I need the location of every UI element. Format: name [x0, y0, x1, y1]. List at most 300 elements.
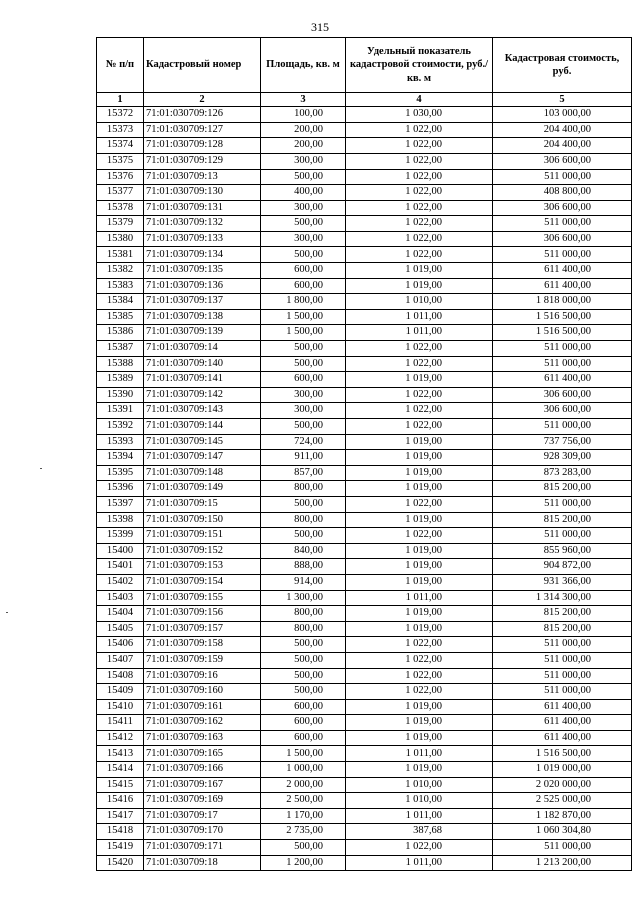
cell-row-number: 15415: [97, 777, 144, 793]
cell-cadastral-value: 611 400,00: [493, 263, 632, 279]
cell-area: 500,00: [261, 169, 346, 185]
cell-row-number: 15406: [97, 637, 144, 653]
cell-cadastral-value: 511 000,00: [493, 668, 632, 684]
table-row: [97, 746, 632, 762]
cell-specific-value: 1 019,00: [346, 559, 493, 575]
cell-specific-value: 1 011,00: [346, 325, 493, 341]
cell-cadastral-value: 511 000,00: [493, 684, 632, 700]
cell-specific-value: 1 022,00: [346, 496, 493, 512]
cell-cadastral-number: 71:01:030709:159: [144, 652, 261, 668]
cell-cadastral-number: 71:01:030709:156: [144, 606, 261, 622]
cell-row-number: 15392: [97, 419, 144, 435]
cell-specific-value: 1 022,00: [346, 684, 493, 700]
cell-area: 500,00: [261, 528, 346, 544]
cell-cadastral-number: 71:01:030709:130: [144, 185, 261, 201]
cell-area: 800,00: [261, 481, 346, 497]
cell-area: 400,00: [261, 185, 346, 201]
cell-cadastral-number: 71:01:030709:13: [144, 169, 261, 185]
cell-area: 1 170,00: [261, 808, 346, 824]
table-row: [97, 122, 632, 138]
cell-area: 1 500,00: [261, 325, 346, 341]
cell-cadastral-value: 1 516 500,00: [493, 746, 632, 762]
table-row: [97, 730, 632, 746]
cell-cadastral-value: 511 000,00: [493, 247, 632, 263]
cell-area: 857,00: [261, 465, 346, 481]
cell-cadastral-number: 71:01:030709:132: [144, 216, 261, 232]
cell-cadastral-number: 71:01:030709:143: [144, 403, 261, 419]
cell-cadastral-value: 611 400,00: [493, 278, 632, 294]
cell-row-number: 15390: [97, 387, 144, 403]
cell-row-number: 15378: [97, 200, 144, 216]
cell-cadastral-number: 71:01:030709:139: [144, 325, 261, 341]
cell-area: 800,00: [261, 621, 346, 637]
cell-row-number: 15373: [97, 122, 144, 138]
cell-row-number: 15399: [97, 528, 144, 544]
cell-specific-value: 387,68: [346, 824, 493, 840]
cell-area: 300,00: [261, 200, 346, 216]
cell-row-number: 15403: [97, 590, 144, 606]
cell-cadastral-value: 306 600,00: [493, 403, 632, 419]
cell-specific-value: 1 022,00: [346, 668, 493, 684]
cell-area: 500,00: [261, 496, 346, 512]
cell-cadastral-number: 71:01:030709:165: [144, 746, 261, 762]
cell-specific-value: 1 022,00: [346, 231, 493, 247]
cell-area: 1 300,00: [261, 590, 346, 606]
cell-cadastral-value: 1 019 000,00: [493, 762, 632, 778]
cell-row-number: 15383: [97, 278, 144, 294]
header-cadastral-value: Кадастровая стоимость, руб.: [493, 38, 632, 93]
header-row-number: № п/п: [97, 38, 144, 93]
cell-specific-value: 1 022,00: [346, 652, 493, 668]
cell-specific-value: 1 022,00: [346, 216, 493, 232]
cell-specific-value: 1 011,00: [346, 590, 493, 606]
cell-cadastral-value: 511 000,00: [493, 419, 632, 435]
cell-cadastral-number: 71:01:030709:127: [144, 122, 261, 138]
cell-cadastral-value: 611 400,00: [493, 715, 632, 731]
cell-specific-value: 1 022,00: [346, 387, 493, 403]
cell-cadastral-number: 71:01:030709:166: [144, 762, 261, 778]
table-row: [97, 512, 632, 528]
header-area: Площадь, кв. м: [261, 38, 346, 93]
cell-specific-value: 1 019,00: [346, 512, 493, 528]
cell-area: 1 000,00: [261, 762, 346, 778]
cell-cadastral-value: 511 000,00: [493, 169, 632, 185]
scan-speck: [40, 468, 42, 469]
cell-cadastral-value: 1 182 870,00: [493, 808, 632, 824]
table-row: [97, 278, 632, 294]
cell-row-number: 15388: [97, 356, 144, 372]
cell-specific-value: 1 022,00: [346, 341, 493, 357]
cell-cadastral-number: 71:01:030709:162: [144, 715, 261, 731]
cell-cadastral-value: 931 366,00: [493, 574, 632, 590]
cell-specific-value: 1 022,00: [346, 840, 493, 856]
cell-specific-value: 1 010,00: [346, 777, 493, 793]
cell-cadastral-value: 408 800,00: [493, 185, 632, 201]
cell-area: 500,00: [261, 247, 346, 263]
cell-cadastral-value: 306 600,00: [493, 200, 632, 216]
cell-cadastral-value: 204 400,00: [493, 138, 632, 154]
cell-cadastral-number: 71:01:030709:152: [144, 543, 261, 559]
table-row: [97, 356, 632, 372]
cell-cadastral-value: 1 818 000,00: [493, 294, 632, 310]
cell-row-number: 15372: [97, 107, 144, 123]
cell-cadastral-value: 511 000,00: [493, 216, 632, 232]
cell-cadastral-number: 71:01:030709:151: [144, 528, 261, 544]
table-row: [97, 450, 632, 466]
cell-specific-value: 1 019,00: [346, 465, 493, 481]
cell-cadastral-number: 71:01:030709:16: [144, 668, 261, 684]
cell-area: 600,00: [261, 263, 346, 279]
header-specific-value: Удельный показатель кадастровой стоимости, руб./кв. м: [346, 38, 493, 93]
table-row: [97, 403, 632, 419]
cell-cadastral-number: 71:01:030709:133: [144, 231, 261, 247]
table-row: [97, 652, 632, 668]
cell-cadastral-value: 928 309,00: [493, 450, 632, 466]
table-row: [97, 621, 632, 637]
page-number: 315: [311, 20, 329, 34]
cell-cadastral-number: 71:01:030709:128: [144, 138, 261, 154]
cell-cadastral-value: 306 600,00: [493, 153, 632, 169]
cell-specific-value: 1 019,00: [346, 278, 493, 294]
cell-cadastral-value: 904 872,00: [493, 559, 632, 575]
cell-cadastral-value: 1 314 300,00: [493, 590, 632, 606]
table-row: [97, 574, 632, 590]
cell-row-number: 15413: [97, 746, 144, 762]
column-number: 4: [346, 93, 493, 107]
cell-row-number: 15418: [97, 824, 144, 840]
table-row: [97, 481, 632, 497]
cell-area: 300,00: [261, 387, 346, 403]
cell-row-number: 15404: [97, 606, 144, 622]
table-row: [97, 419, 632, 435]
cell-row-number: 15374: [97, 138, 144, 154]
cell-cadastral-number: 71:01:030709:148: [144, 465, 261, 481]
cell-cadastral-number: 71:01:030709:147: [144, 450, 261, 466]
table-row: [97, 840, 632, 856]
cell-specific-value: 1 019,00: [346, 715, 493, 731]
cell-cadastral-number: 71:01:030709:149: [144, 481, 261, 497]
table-row: [97, 496, 632, 512]
column-number-row: [97, 93, 632, 107]
cell-specific-value: 1 011,00: [346, 746, 493, 762]
cell-specific-value: 1 022,00: [346, 153, 493, 169]
cell-cadastral-value: 1 213 200,00: [493, 855, 632, 871]
table-row: [97, 777, 632, 793]
cell-cadastral-number: 71:01:030709:126: [144, 107, 261, 123]
table-row: [97, 325, 632, 341]
cell-row-number: 15402: [97, 574, 144, 590]
cell-cadastral-value: 103 000,00: [493, 107, 632, 123]
cell-cadastral-number: 71:01:030709:135: [144, 263, 261, 279]
cell-cadastral-number: 71:01:030709:167: [144, 777, 261, 793]
cell-area: 200,00: [261, 122, 346, 138]
cell-area: 800,00: [261, 606, 346, 622]
table-row: [97, 185, 632, 201]
cell-cadastral-value: 815 200,00: [493, 512, 632, 528]
cell-cadastral-value: 511 000,00: [493, 356, 632, 372]
cell-cadastral-number: 71:01:030709:163: [144, 730, 261, 746]
cell-cadastral-number: 71:01:030709:136: [144, 278, 261, 294]
cell-cadastral-number: 71:01:030709:161: [144, 699, 261, 715]
cell-row-number: 15420: [97, 855, 144, 871]
cell-row-number: 15414: [97, 762, 144, 778]
cell-specific-value: 1 022,00: [346, 122, 493, 138]
cell-specific-value: 1 019,00: [346, 699, 493, 715]
cell-area: 888,00: [261, 559, 346, 575]
cell-specific-value: 1 019,00: [346, 762, 493, 778]
cadastral-value-table: [96, 37, 632, 871]
cell-cadastral-number: 71:01:030709:142: [144, 387, 261, 403]
cell-row-number: 15416: [97, 793, 144, 809]
table-row: [97, 855, 632, 871]
header-cadastral-number: Кадастровый номер: [144, 38, 261, 93]
cell-row-number: 15379: [97, 216, 144, 232]
table-row: [97, 153, 632, 169]
cell-row-number: 15389: [97, 372, 144, 388]
cell-row-number: 15384: [97, 294, 144, 310]
cell-cadastral-value: 1 516 500,00: [493, 309, 632, 325]
cell-row-number: 15398: [97, 512, 144, 528]
table-row: [97, 808, 632, 824]
cell-cadastral-number: 71:01:030709:155: [144, 590, 261, 606]
cell-cadastral-number: 71:01:030709:138: [144, 309, 261, 325]
cell-area: 600,00: [261, 699, 346, 715]
column-number: 1: [97, 93, 144, 107]
table-row: [97, 543, 632, 559]
cell-cadastral-value: 815 200,00: [493, 621, 632, 637]
cell-area: 500,00: [261, 652, 346, 668]
table-row: [97, 762, 632, 778]
cell-row-number: 15405: [97, 621, 144, 637]
cell-row-number: 15408: [97, 668, 144, 684]
cell-cadastral-number: 71:01:030709:15: [144, 496, 261, 512]
table-row: [97, 138, 632, 154]
table-row: [97, 637, 632, 653]
cell-row-number: 15380: [97, 231, 144, 247]
cell-row-number: 15410: [97, 699, 144, 715]
cell-area: 500,00: [261, 216, 346, 232]
cell-specific-value: 1 022,00: [346, 169, 493, 185]
cell-area: 1 500,00: [261, 309, 346, 325]
table-row: [97, 372, 632, 388]
cell-area: 200,00: [261, 138, 346, 154]
cell-cadastral-number: 71:01:030709:153: [144, 559, 261, 575]
table-row: [97, 247, 632, 263]
cell-row-number: 15375: [97, 153, 144, 169]
cell-specific-value: 1 030,00: [346, 107, 493, 123]
cell-cadastral-value: 611 400,00: [493, 699, 632, 715]
cell-area: 1 200,00: [261, 855, 346, 871]
cell-area: 500,00: [261, 341, 346, 357]
cell-row-number: 15394: [97, 450, 144, 466]
cell-area: 100,00: [261, 107, 346, 123]
cell-cadastral-number: 71:01:030709:140: [144, 356, 261, 372]
table-row: [97, 668, 632, 684]
cell-cadastral-value: 1 516 500,00: [493, 325, 632, 341]
cell-specific-value: 1 010,00: [346, 793, 493, 809]
cell-cadastral-number: 71:01:030709:160: [144, 684, 261, 700]
cell-cadastral-number: 71:01:030709:134: [144, 247, 261, 263]
cell-cadastral-value: 2 525 000,00: [493, 793, 632, 809]
cell-area: 600,00: [261, 715, 346, 731]
cell-cadastral-value: 511 000,00: [493, 652, 632, 668]
cell-cadastral-value: 815 200,00: [493, 606, 632, 622]
column-number: 2: [144, 93, 261, 107]
cell-cadastral-value: 2 020 000,00: [493, 777, 632, 793]
cell-specific-value: 1 019,00: [346, 372, 493, 388]
cell-row-number: 15412: [97, 730, 144, 746]
cell-cadastral-number: 71:01:030709:131: [144, 200, 261, 216]
cell-row-number: 15397: [97, 496, 144, 512]
cell-area: 300,00: [261, 231, 346, 247]
cell-cadastral-number: 71:01:030709:144: [144, 419, 261, 435]
cell-specific-value: 1 019,00: [346, 730, 493, 746]
cell-area: 800,00: [261, 512, 346, 528]
table-row: [97, 684, 632, 700]
cell-cadastral-number: 71:01:030709:141: [144, 372, 261, 388]
cell-area: 2 735,00: [261, 824, 346, 840]
cell-cadastral-value: 737 756,00: [493, 434, 632, 450]
cell-cadastral-value: 511 000,00: [493, 528, 632, 544]
cell-area: 500,00: [261, 840, 346, 856]
cell-specific-value: 1 022,00: [346, 419, 493, 435]
cell-specific-value: 1 011,00: [346, 808, 493, 824]
cell-cadastral-value: 855 960,00: [493, 543, 632, 559]
cell-area: 500,00: [261, 668, 346, 684]
cell-cadastral-number: 71:01:030709:150: [144, 512, 261, 528]
cell-area: 914,00: [261, 574, 346, 590]
cell-specific-value: 1 010,00: [346, 294, 493, 310]
cell-specific-value: 1 022,00: [346, 528, 493, 544]
cell-row-number: 15395: [97, 465, 144, 481]
cell-row-number: 15401: [97, 559, 144, 575]
column-number: 3: [261, 93, 346, 107]
cell-area: 840,00: [261, 543, 346, 559]
table-row: [97, 263, 632, 279]
cell-cadastral-value: 204 400,00: [493, 122, 632, 138]
table-row: [97, 606, 632, 622]
table-row: [97, 715, 632, 731]
cell-cadastral-value: 306 600,00: [493, 387, 632, 403]
cell-area: 1 500,00: [261, 746, 346, 762]
cell-specific-value: 1 019,00: [346, 263, 493, 279]
cell-row-number: 15382: [97, 263, 144, 279]
cell-cadastral-value: 611 400,00: [493, 372, 632, 388]
cell-area: 600,00: [261, 372, 346, 388]
table-row: [97, 231, 632, 247]
table-row: [97, 434, 632, 450]
cell-area: 300,00: [261, 403, 346, 419]
cell-row-number: 15393: [97, 434, 144, 450]
cell-cadastral-number: 71:01:030709:14: [144, 341, 261, 357]
cell-row-number: 15381: [97, 247, 144, 263]
table-row: [97, 465, 632, 481]
cell-specific-value: 1 011,00: [346, 309, 493, 325]
cell-cadastral-value: 873 283,00: [493, 465, 632, 481]
cell-area: 600,00: [261, 730, 346, 746]
cell-area: 600,00: [261, 278, 346, 294]
cell-cadastral-number: 71:01:030709:169: [144, 793, 261, 809]
cell-area: 500,00: [261, 684, 346, 700]
cell-cadastral-number: 71:01:030709:129: [144, 153, 261, 169]
cell-cadastral-number: 71:01:030709:171: [144, 840, 261, 856]
cell-area: 500,00: [261, 356, 346, 372]
cell-specific-value: 1 019,00: [346, 606, 493, 622]
table-row: [97, 216, 632, 232]
table-row: [97, 341, 632, 357]
cell-specific-value: 1 022,00: [346, 356, 493, 372]
cell-area: 2 500,00: [261, 793, 346, 809]
table-row: [97, 200, 632, 216]
table-body: [97, 107, 632, 871]
table-row: [97, 699, 632, 715]
cell-row-number: 15376: [97, 169, 144, 185]
table-row: [97, 294, 632, 310]
cell-cadastral-number: 71:01:030709:17: [144, 808, 261, 824]
table-row: [97, 559, 632, 575]
cell-cadastral-value: 306 600,00: [493, 231, 632, 247]
cell-area: 300,00: [261, 153, 346, 169]
cell-cadastral-value: 511 000,00: [493, 637, 632, 653]
cell-row-number: 15391: [97, 403, 144, 419]
header-row: [97, 38, 632, 93]
cell-specific-value: 1 022,00: [346, 185, 493, 201]
cell-cadastral-number: 71:01:030709:18: [144, 855, 261, 871]
cell-row-number: 15377: [97, 185, 144, 201]
table-row: [97, 590, 632, 606]
cell-row-number: 15387: [97, 341, 144, 357]
cell-row-number: 15411: [97, 715, 144, 731]
cell-specific-value: 1 019,00: [346, 543, 493, 559]
table-row: [97, 169, 632, 185]
cell-cadastral-value: 815 200,00: [493, 481, 632, 497]
table-row: [97, 528, 632, 544]
column-number: 5: [493, 93, 632, 107]
cell-row-number: 15409: [97, 684, 144, 700]
cell-specific-value: 1 022,00: [346, 247, 493, 263]
table-row: [97, 824, 632, 840]
cell-cadastral-number: 71:01:030709:170: [144, 824, 261, 840]
cell-area: 500,00: [261, 637, 346, 653]
cell-area: 724,00: [261, 434, 346, 450]
cell-area: 911,00: [261, 450, 346, 466]
cell-row-number: 15396: [97, 481, 144, 497]
cell-specific-value: 1 019,00: [346, 621, 493, 637]
cell-area: 2 000,00: [261, 777, 346, 793]
table-row: [97, 387, 632, 403]
table-header: [97, 38, 632, 107]
cell-specific-value: 1 019,00: [346, 481, 493, 497]
cell-cadastral-value: 511 000,00: [493, 840, 632, 856]
cell-cadastral-value: 511 000,00: [493, 341, 632, 357]
cell-row-number: 15400: [97, 543, 144, 559]
cell-cadastral-number: 71:01:030709:137: [144, 294, 261, 310]
cell-specific-value: 1 022,00: [346, 403, 493, 419]
cell-specific-value: 1 019,00: [346, 574, 493, 590]
cell-cadastral-value: 611 400,00: [493, 730, 632, 746]
cell-specific-value: 1 022,00: [346, 200, 493, 216]
cell-specific-value: 1 022,00: [346, 138, 493, 154]
cell-area: 1 800,00: [261, 294, 346, 310]
cell-cadastral-number: 71:01:030709:158: [144, 637, 261, 653]
table-row: [97, 107, 632, 123]
scan-speck: [6, 612, 8, 613]
cell-specific-value: 1 019,00: [346, 434, 493, 450]
cell-row-number: 15386: [97, 325, 144, 341]
cell-row-number: 15385: [97, 309, 144, 325]
cell-row-number: 15407: [97, 652, 144, 668]
cell-specific-value: 1 011,00: [346, 855, 493, 871]
